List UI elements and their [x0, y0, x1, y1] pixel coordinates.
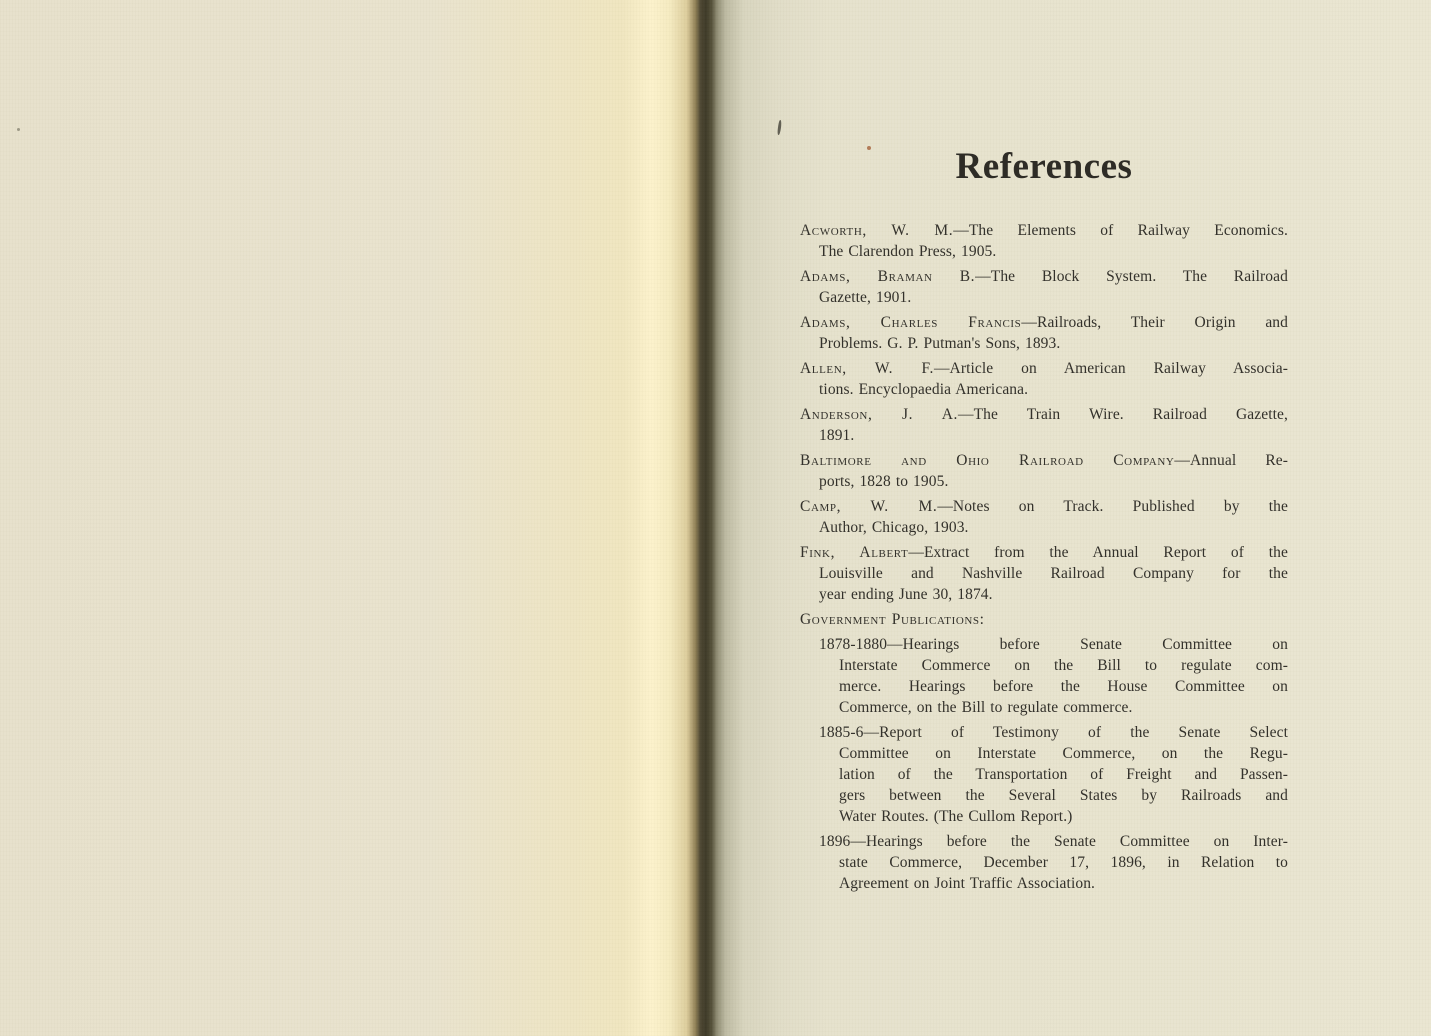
author-name: Government Publications:	[800, 611, 985, 628]
paper-speck	[17, 128, 20, 131]
entry-line: 1878-1880—Hearings before Senate Committee on	[819, 636, 1288, 653]
entry-line: Camp, W. M.—Notes on Track. Published by the	[800, 498, 1289, 515]
entry-line: Water Routes. (The Cullom Report.)	[839, 808, 1073, 825]
author-name: Anderson, J. A.	[800, 406, 959, 423]
author-name: Fink, Albert	[800, 544, 909, 561]
references-list	[800, 220, 1288, 894]
entry-line: Commerce, on the Bill to regulate commerce.	[839, 699, 1133, 716]
entry-line: Louisville and Nashville Railroad Company for the	[819, 565, 1288, 582]
author-name: Camp, W. M.	[800, 498, 938, 515]
entry-line: lation of the Transportation of Freight and Passen-	[839, 766, 1288, 783]
entry-line: Allen, W. F.—Article on American Railway Associa-	[800, 360, 1288, 377]
entry-line: year ending June 30, 1874.	[819, 586, 993, 603]
entry-line: tions. Encyclopaedia Americana.	[819, 381, 1029, 398]
reference-entry	[800, 404, 1288, 446]
entry-line: Adams, Braman B.—The Block System. The Railroad	[800, 268, 1288, 285]
reference-entry	[800, 634, 1288, 718]
entry-line: Problems. G. P. Putman's Sons, 1893.	[819, 335, 1061, 352]
reference-entry	[800, 312, 1288, 354]
reference-entry	[800, 542, 1288, 605]
page-title: References	[955, 146, 1133, 187]
author-name: Acworth, W. M.	[800, 222, 954, 239]
entry-line: 1891.	[819, 427, 855, 444]
entry-line: Agreement on Joint Traffic Association.	[839, 875, 1096, 892]
entry-line: state Commerce, December 17, 1896, in Relation to	[839, 854, 1288, 871]
entry-line: ports, 1828 to 1905.	[819, 473, 949, 490]
book-gutter	[697, 0, 717, 1036]
entry-line: Author, Chicago, 1903.	[819, 519, 969, 536]
entry-line	[800, 609, 1288, 630]
entry-line: merce. Hearings before the House Committee on	[839, 678, 1288, 695]
entry-line: Fink, Albert—Extract from the Annual Report of the	[800, 544, 1288, 561]
reference-entry	[800, 496, 1288, 538]
references-page-text	[800, 146, 1288, 898]
author-name: Adams, Braman B.	[800, 268, 976, 285]
entry-line: Baltimore and Ohio Railroad Company—Annual Re-	[800, 452, 1288, 469]
entry-line: gers between the Several States by Railroads and	[839, 787, 1288, 804]
entry-line: 1885-6—Report of Testimony of the Senate Select	[819, 724, 1288, 741]
section-header	[800, 609, 1288, 630]
reference-entry	[800, 266, 1288, 308]
left-blank-page	[0, 0, 697, 1036]
reference-entry	[800, 220, 1288, 262]
entry-line: Anderson, J. A.—The Train Wire. Railroad Gazette,	[800, 406, 1289, 423]
reference-entry	[800, 450, 1288, 492]
author-name: Adams, Charles Francis	[800, 314, 1022, 331]
reference-entry	[800, 722, 1288, 827]
entry-line: Acworth, W. M.—The Elements of Railway Economics.	[800, 222, 1288, 239]
entry-line: Committee on Interstate Commerce, on the Regu-	[839, 745, 1288, 762]
entry-line: 1896—Hearings before the Senate Committee on Inter-	[819, 833, 1288, 850]
author-name: Allen, W. F.	[800, 360, 934, 377]
author-name: Baltimore and Ohio Railroad Company	[800, 452, 1175, 469]
entry-line: Gazette, 1901.	[819, 289, 912, 306]
reference-entry	[800, 831, 1288, 894]
entry-line: Adams, Charles Francis—Railroads, Their Origin and	[800, 314, 1289, 331]
entry-line: Interstate Commerce on the Bill to regulate com-	[839, 657, 1288, 674]
entry-line: The Clarendon Press, 1905.	[819, 243, 997, 260]
reference-entry	[800, 358, 1288, 400]
